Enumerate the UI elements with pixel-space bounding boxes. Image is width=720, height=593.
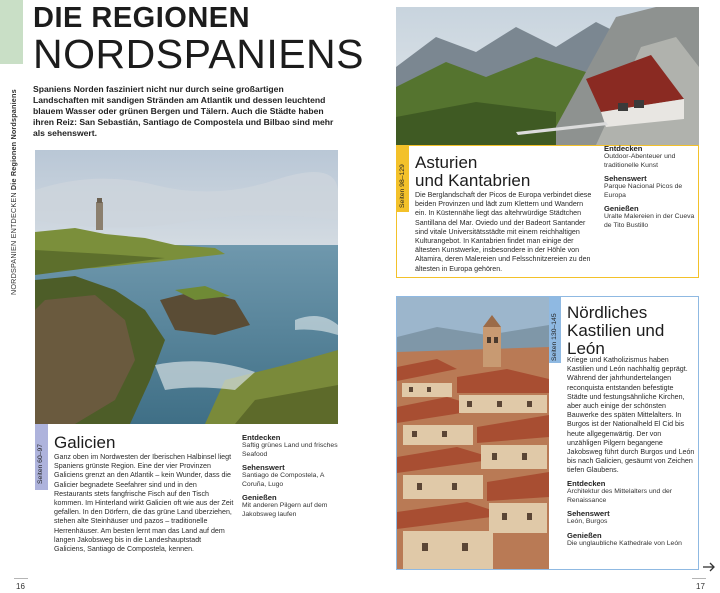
galicien-photo — [35, 150, 338, 424]
asturien-title-line2: und Kantabrien — [415, 171, 531, 190]
kastilien-title-line2: Kastilien und — [567, 321, 665, 340]
asturien-geniessen-text: Uralte Malereien in der Cueva de Tito Bustillo — [604, 213, 695, 229]
page-title-line1: DIE REGIONEN — [33, 2, 251, 34]
mountain-cablecar-image — [396, 7, 699, 145]
footer-rule-right — [692, 578, 706, 579]
arrow-right-icon — [702, 561, 716, 573]
kastilien-facts — [567, 479, 695, 548]
galicien-sehenswert-text: Santiago de Compostela, A Coruña, Lugo — [242, 472, 324, 488]
kastilien-title-line1: Nördliches — [567, 303, 648, 322]
asturien-facts — [604, 144, 696, 230]
galicien-entdecken-label: Entdecken — [242, 433, 281, 442]
kastilien-title-line3: León — [567, 339, 605, 358]
town-rooftops-image — [397, 297, 549, 569]
asturien-pages-label: Seiten 98–129 — [399, 164, 406, 208]
kastilien-geniessen-label: Genießen — [567, 530, 602, 540]
asturien-entdecken-label: Entdecken — [604, 144, 643, 153]
galicien-pages-label: Seiten 60–97 — [37, 443, 44, 484]
side-title-label: Die Regionen Nordspaniens — [9, 89, 18, 191]
next-page-arrow[interactable] — [702, 560, 716, 572]
intro-paragraph: Spaniens Norden fasziniert nicht nur durch seine großartigen Landschaften mit sandigen Stränden am Atlantik und dessen leuchtend blauem Wasser oder grünen Bergen und Tälern. Auch die Städte haben ihren Reiz: San Sebastián, Santiago de Compostela und Bilbao sind mehr als sehenswert. — [33, 84, 334, 138]
galicien-sehenswert-label: Sehenswert — [242, 463, 285, 472]
galicien-geniessen-text: Mit anderen Pilgern auf dem Jakobsweg laufen — [242, 502, 328, 518]
galicien-geniessen-label: Genießen — [242, 493, 277, 502]
asturien-pages-tab — [397, 146, 409, 212]
galicien-text: Ganz oben im Nordwesten der Iberischen Halbinsel liegt Spaniens grünste Region. Eine der vier Provinzen Galiciens grenzt an den Atlantik – kein Wunder, dass die Galicier begnadete Seefahrer sind und in den Restaurants stets fangfrische Fisch auf den Tisch kommen. Im Hinterland wirkt Galicien oft wie aus der Zeit gefallen. In den Dörfern, die das grüne Land überziehen, stehen alte Steinhäuser und pazos – traditionelle Herrenhäuser. Am besten lernt man das Land auf dem langen Jakobsweg bis in die Landeshauptstadt Galiciens, Santiago de Compostela, kennen. — [54, 453, 234, 554]
lighthouse-coast-image — [35, 150, 338, 424]
kastilien-entdecken-label: Entdecken — [567, 479, 606, 488]
galicien-pages-tab — [35, 424, 48, 490]
kastilien-pages-label: Seiten 130–145 — [551, 313, 558, 361]
footer-rule-left — [14, 578, 28, 579]
kastilien-geniessen-text: Die unglaubliche Kathedrale von León — [567, 539, 682, 547]
page-title-line2: NORDSPANIENS — [33, 31, 365, 77]
asturien-sehenswert-label: Sehenswert — [604, 174, 647, 183]
asturien-sehenswert-text: Parque Nacional Picos de Europa — [604, 183, 683, 199]
kastilien-sehenswert-label: Sehenswert — [567, 509, 610, 518]
section-color-tab — [0, 0, 23, 64]
galicien-entdecken-text: Saftig grünes Land und frisches Seafood — [242, 442, 338, 458]
kastilien-photo — [397, 297, 549, 569]
asturien-entdecken-text: Outdoor-Abenteuer und traditionelle Kunst — [604, 153, 676, 169]
asturien-title — [415, 154, 530, 190]
asturien-title-line1: Asturien — [415, 153, 478, 172]
side-section-label: NORDSPANIEN ENTDECKEN — [9, 192, 18, 295]
kastilien-text: Kriege und Katholizismus haben Kastilien und León nachhaltig geprägt. Während der jahrhundertelangen reconquista entstanden befestigte Städte und festungsähnliche Kirchen, aber auch einige der schönsten Bauwerke des späten Mittelalters. In Burgos ist der Nationalheld El Cid bis heute allgegenwärtig. Der von unzähligen Pilgern begangene Jakobsweg führt durch Burgos und León bis nach Galicien, gesäumt von Zeichen tiefen Glaubens. — [567, 356, 695, 475]
page-number-right: 17 — [696, 582, 705, 591]
asturien-photo — [396, 7, 699, 145]
galicien-title: Galicien — [54, 433, 116, 452]
kastilien-entdecken-text: Architektur des Mittelalters und der Renaissance — [567, 488, 673, 504]
page-number-left: 16 — [16, 582, 25, 591]
kastilien-pages-tab — [549, 297, 561, 363]
kastilien-sehenswert-text: León, Burgos — [567, 518, 608, 525]
asturien-text: Die Berglandschaft der Picos de Europa verbindet diese beiden Provinzen und lädt zum Klettern und Wandern ein. In Küstennähe liegt das altehrwürdige Städtchen Santillana del Mar. Oviedo und der Badeort Santander sind vitale Universitätsstädte mit einem reichhaltigen Kulturangebot. In Kantabrien findet man einige der ältesten Kunstwerke, insbesondere in der Höhle von Altamira, deren Malereien und Felsschnitzereien zu den ältesten in Europa gehören. — [415, 191, 592, 273]
side-running-head — [9, 75, 23, 295]
asturien-geniessen-label: Genießen — [604, 204, 639, 213]
kastilien-title — [567, 304, 664, 358]
galicien-facts — [242, 433, 338, 519]
